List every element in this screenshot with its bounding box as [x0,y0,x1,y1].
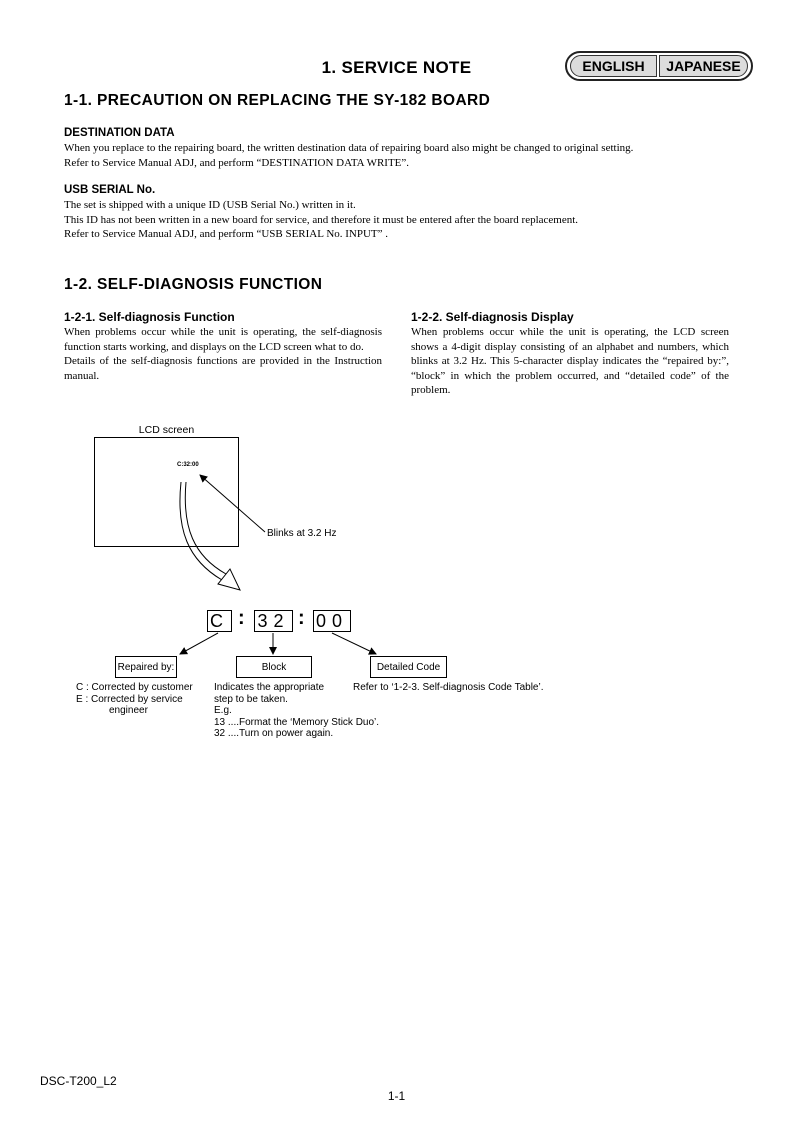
usb-line-3: Refer to Service Manual ADJ, and perform “USB SERIAL No. INPUT” . [64,228,389,240]
blink-arrow [200,475,265,532]
function-para-1: When problems occur while the unit is operating, the self-diagnosis function starts working, and displays on the LCD screen what to do. [64,326,382,353]
detailed-desc: Refer to ‘1-2-3. Self-diagnosis Code Table’. [353,682,544,693]
self-diagnosis-function-title: 1-2-1. Self-diagnosis Function [64,310,235,324]
code-box-detail: 00 [313,610,351,632]
repaired-e: E : Corrected by service [76,693,183,705]
page-number: 1-1 [387,1089,406,1103]
block-box: Block [236,656,312,678]
block-desc-1: Indicates the appropriate [214,682,325,693]
self-diagnosis-display-title: 1-2-2. Self-diagnosis Display [411,310,574,324]
destination-line-2: Refer to Service Manual ADJ, and perform “DESTINATION DATA WRITE”. [64,156,410,169]
usb-line-2: This ID has not been written in a new board for service, and therefore it must be entered after the board replacement. [64,213,579,226]
usb-serial-title: USB SERIAL No. [64,184,156,196]
destination-line-1: When you replace to the repairing board, the written destination data of repairing board also might be changed to original setting. [64,142,634,154]
repaired-by-box: Repaired by: [115,656,177,678]
section-2-heading: 1-2. SELF-DIAGNOSIS FUNCTION [64,276,323,293]
repaired-desc [76,682,193,717]
code-box-block: 32 [254,610,293,632]
section-1-heading: 1-1. PRECAUTION ON REPLACING THE SY-182 BOARD [64,92,491,109]
model-number: DSC-T200_L2 [40,1074,117,1088]
block-example-1: 13 ....Format the ‘Memory Stick Duo’. [214,716,380,728]
lcd-code: C:32:00 [177,462,199,468]
curved-arrow-inner [185,482,226,574]
block-desc-2: step to be taken. [214,693,288,705]
japanese-button[interactable]: JAPANESE [659,55,748,77]
block-example-2: 32 ....Turn on power again. [214,728,334,739]
repaired-arrow [180,633,218,654]
code-box-repaired: C [207,610,232,632]
english-button[interactable]: ENGLISH [570,55,657,77]
detailed-arrow [332,633,376,654]
usb-line-1: The set is shipped with a unique ID (USB Serial No.) written in it. [64,199,356,211]
self-diagnosis-display-text: When problems occur while the unit is operating, the LCD screen shows a 4-digit display consisting of an alphabet and numbers, which blinks at 3.2 Hz. This 5-character display indicates the “repaired by:”, “block” in which the problem occurred, and “detailed code” of the problem. [411,326,729,396]
repaired-c: C : Corrected by customer [76,682,193,693]
colon-1: : [238,607,245,629]
colon-2: : [298,607,305,629]
curved-arrow-head [218,569,240,590]
curved-arrow-outer [180,482,222,580]
function-para-2: Details of the self-diagnosis functions are provided in the Instruction manual. [64,355,382,382]
repaired-e2: engineer [109,705,148,716]
blink-label: Blinks at 3.2 Hz [267,528,337,539]
block-eg: E.g. [214,705,232,716]
lcd-screen-label: LCD screen [138,424,195,436]
page-title: 1. SERVICE NOTE [321,58,472,77]
detailed-code-box: Detailed Code [370,656,447,678]
destination-data-title: DESTINATION DATA [64,127,175,139]
